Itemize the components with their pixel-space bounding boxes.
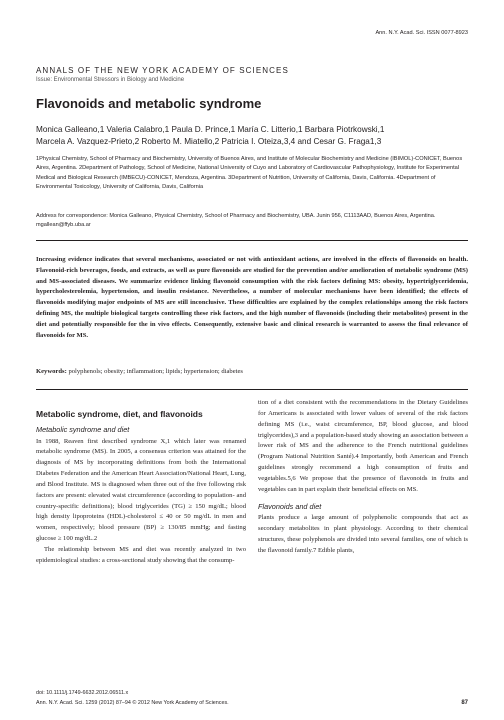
subsection-heading-flavonoids-diet: Flavonoids and diet bbox=[258, 501, 322, 511]
keywords-list: polyphenols; obesity; inflammation; lipids; hypertension; diabetes bbox=[68, 368, 243, 375]
doi: doi: 10.1111/j.1749-6632.2012.06511.x bbox=[36, 690, 129, 696]
column-right bbox=[258, 398, 468, 556]
article-title: Flavonoids and metabolic syndrome bbox=[36, 96, 262, 111]
correspondence: Address for correspondence: Monica Galleano, Physical Chemistry, School of Pharmacy and Biochemistry, UBA. Junin 956, C1113AAD, Buenos Aires, Argentina. mgallean@ffyb.uba.ar bbox=[36, 213, 436, 229]
authors-line-1: Monica Galleano,1 Valeria Calabro,1 Paula D. Prince,1 María C. Litterio,1 Barbara Piotrkowski,1 bbox=[36, 125, 385, 134]
author-list bbox=[36, 124, 472, 148]
citation: Ann. N.Y. Acad. Sci. 1259 (2012) 87–94 © 2012 New York Academy of Sciences. bbox=[36, 700, 229, 706]
paragraph: Plants produce a large amount of polyphenolic compounds that act as secondary metabolites in plant physiology. According to their chemical structures, these polyphenols are divided into several families, one of which is the flavonoid family.7 Edible plants, bbox=[258, 514, 468, 554]
section-heading: Metabolic syndrome, diet, and flavonoids bbox=[36, 409, 203, 419]
issue-text: Issue: Environmental Stressors in Biology and Medicine bbox=[36, 77, 185, 83]
journal-issn: Ann. N.Y. Acad. Sci. ISSN 0077-8923 bbox=[375, 30, 468, 36]
keywords-label: Keywords: bbox=[36, 368, 67, 375]
divider-bottom bbox=[36, 389, 468, 390]
issue-line bbox=[36, 77, 184, 83]
page-number: 87 bbox=[461, 700, 468, 706]
divider-top bbox=[36, 240, 468, 241]
subsection-heading-ms-diet: Metabolic syndrome and diet bbox=[36, 425, 130, 434]
affiliations: 1Physical Chemistry, School of Pharmacy and Biochemistry, University of Buenos Aires, and Institute of Molecular Biochemistry and Medicine (IBIMOL)-CONICET, Buenos Aires, Argentina. 2Department of Pathology, School of Medicine, National University of Cuyo and Laboratory of Cardiovascular Pathophysiology, Institute for Experimental Medical and Biological Research (IMBECU)-CONICET, Mendoza, Argentina. 3Department of Nutrition, University of California, Davis, California. 4Department of Environmental Toxicology, University of California, Davis, California bbox=[36, 156, 463, 190]
authors-line-2: Marcela A. Vazquez-Prieto,2 Roberto M. Miatello,2 Patricia I. Oteiza,3,4 and Cesar G. Fraga1,3 bbox=[36, 137, 382, 147]
abstract: Increasing evidence indicates that several mechanisms, associated or not with antioxidant actions, are involved in the effects of flavonoids on health. Flavonoid-rich beverages, foods, and extracts, as well as pure flavonoids are studied for the prevention and/or amelioration of metabolic syndrome (MS) and MS-associated diseases. We summarize evidence linking flavonoid consumption with the risk factors defining MS: obesity, hypertriglyceridemia, hypercholesterolemia, hypertension, and insulin resistance. Nevertheless, a number of molecular mechanisms have been identified; the effects of flavonoids modifying major endpoints of MS are still inconclusive. These difficulties are explained by the complex relationships among the risk factors defining MS, the multiple biological targets controlling these risk factors, and the high number of flavonoids (including their metabolites) present in the diet and potentially responsible for the in vivo effects. Consequently, extensive basic and clinical research is warranted to assess the final relevance of flavonoids for MS. bbox=[36, 256, 468, 339]
column-left bbox=[36, 398, 246, 567]
paragraph: In 1988, Reaven first described syndrome X,1 which later was renamed metabolic syndrome (MS). In 2005, a consensus criterion was attained for the diagnosis of MS by incorporating definitions from both the International Diabetes Federation and the American Heart Association/National Heart, Lung, and Blood Institute. MS is diagnosed when three out of the five following risk factors are present: elevated waist circumference (according to population- and country-specific definitions); blood triglycerides (TG) ≥ 150 mg/dL; blood high density lipoproteins (HDL)-cholesterol ≤ 40 or 50 mg/dL in men and women, respectively; blood pressure (BP) ≥ 130/85 mmHg; and fasting glucose ≥ 100 mg/dL.2 bbox=[36, 437, 246, 543]
keywords bbox=[36, 368, 243, 375]
journal-name: ANNALS OF THE NEW YORK ACADEMY OF SCIENCES bbox=[36, 66, 289, 75]
paragraph: tion of a diet consistent with the recommendations in the Dietary Guidelines for Americans is associated with lower values of several of the risk factors defining MS (i.e., waist circumference, BP, blood glucose, and blood triglycerides),3 and a population-based study showing an association between a lower risk of MS and the adherence to the French nutritional guidelines (Program National Nutrition Santé).4 Importantly, both American and French guidelines strongly recommend a high consumption of fruits and vegetables.5,6 We propose that the presence of flavonoids in fruits and vegetables can in part explain their beneficial effects on MS. bbox=[258, 399, 468, 493]
paragraph: The relationship between MS and diet was recently analyzed in two epidemiological studies: a cross-sectional study showing that the consump- bbox=[36, 545, 246, 564]
